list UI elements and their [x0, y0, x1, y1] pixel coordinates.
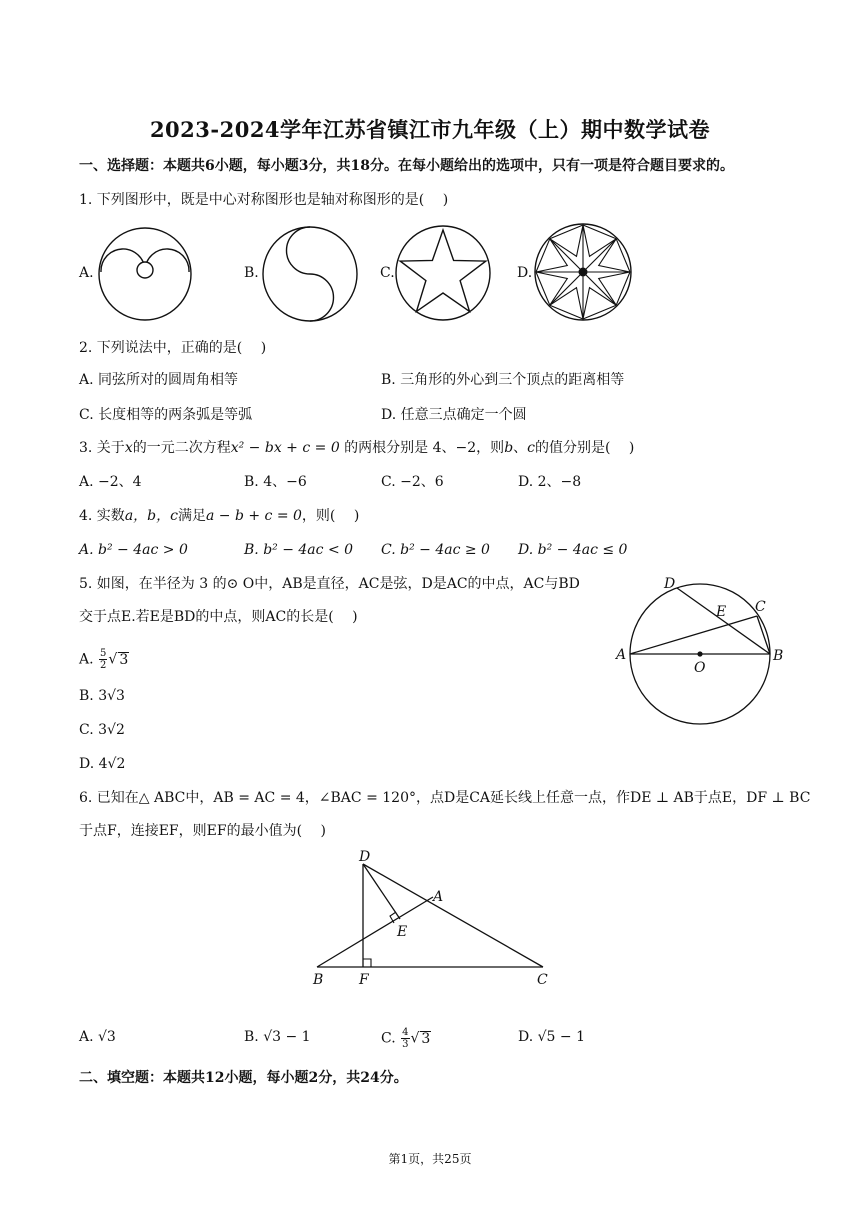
q3-option-b: B. 4、−6 — [244, 474, 307, 490]
question-3-stem: 3. 关于x的一元二次方程x² − bx + c = 0 的两根分别是 4、−2，则b、c的值分别是( ) — [79, 440, 635, 456]
question-6-line-1: 6. 已知在△ ABC中，AB = AC = 4，∠BAC = 120°，点D是CA延长线上任意一点，作DE ⊥ AB于点E，DF ⊥ BC — [79, 790, 811, 806]
q1-figure-d — [532, 221, 634, 323]
page-title: 2023-2024学年江苏省镇江市九年级（上）期中数学试卷 — [149, 117, 711, 142]
q4-option-a: A. b² − 4ac > 0 — [79, 542, 188, 558]
q1-option-a-label: A. — [79, 265, 94, 281]
q3-option-c: C. −2、6 — [381, 474, 444, 490]
q6-label-a: A — [433, 889, 444, 905]
q1-option-b-label: B. — [244, 265, 259, 281]
q6-label-c: C — [537, 972, 548, 988]
q6-option-c: C. $\frac{4}{3}$ √ 3 — [381, 1027, 431, 1050]
q5-label-o: O — [694, 660, 706, 676]
q6-label-b: B — [313, 972, 324, 988]
q2-option-a: A. 同弦所对的圆周角相等 — [79, 372, 239, 388]
q1-figure-c — [393, 223, 493, 323]
q5-option-a: A. $\frac{5}{2}$ √ 3 — [79, 648, 129, 671]
q6-label-d: D — [359, 849, 371, 865]
q6-label-f: F — [359, 972, 369, 988]
q2-option-d: D. 任意三点确定一个圆 — [381, 407, 527, 423]
question-6-line-2: 于点F，连接EF，则EF的最小值为( ) — [79, 823, 326, 839]
question-4-stem: 4. 实数a，b，c满足a − b + c = 0，则( ) — [79, 508, 360, 524]
q5-option-d: D. 4√2 — [79, 756, 126, 772]
page-footer: 第1页，共25页 — [388, 1152, 472, 1166]
question-2-stem: 2. 下列说法中，正确的是( ) — [79, 340, 267, 356]
q6-option-a: A. √3 — [79, 1029, 116, 1045]
q5-option-c: C. 3√2 — [79, 722, 125, 738]
q1-figure-a — [93, 226, 197, 324]
question-5-line-1: 5. 如图，在半径为 3 的⊙ O中，AB是直径，AC是弦，D是AC的中点，AC与BD — [79, 576, 580, 592]
q4-option-c: C. b² − 4ac ≥ 0 — [381, 542, 490, 558]
q5-option-b: B. 3√3 — [79, 688, 125, 704]
section-1-heading: 一、选择题：本题共6小题，每小题3分，共18分。在每小题给出的选项中，只有一项是符合题目要求的。 — [79, 158, 734, 174]
q1-option-c-label: C. — [380, 265, 395, 281]
q6-triangle-figure — [305, 846, 565, 988]
section-2-heading: 二、填空题：本题共12小题，每小题2分，共24分。 — [79, 1070, 408, 1086]
q5-label-a: A — [616, 647, 627, 663]
q1-figure-b — [258, 224, 362, 324]
q2-option-c: C. 长度相等的两条弧是等弧 — [79, 407, 253, 423]
q5-label-e: E — [716, 604, 727, 620]
question-5-line-2: 交于点E.若E是BD的中点，则AC的长是( ) — [79, 609, 358, 625]
q2-option-b: B. 三角形的外心到三个顶点的距离相等 — [381, 372, 625, 388]
q5-label-d: D — [664, 576, 676, 592]
q3-option-a: A. −2、4 — [79, 474, 142, 490]
q5-label-c: C — [755, 599, 766, 615]
q5-label-b: B — [773, 648, 784, 664]
q4-option-d: D. b² − 4ac ≤ 0 — [518, 542, 628, 558]
q3-option-d: D. 2、−8 — [518, 474, 582, 490]
q1-option-d-label: D. — [517, 265, 533, 281]
q6-label-e: E — [397, 924, 408, 940]
q4-option-b: B. b² − 4ac < 0 — [244, 542, 354, 558]
q5-circle-figure — [610, 572, 800, 727]
q6-option-b: B. √3 − 1 — [244, 1029, 311, 1045]
q6-option-d: D. √5 − 1 — [518, 1029, 585, 1045]
question-1-stem: 1. 下列图形中，既是中心对称图形也是轴对称图形的是( ) — [79, 192, 449, 208]
